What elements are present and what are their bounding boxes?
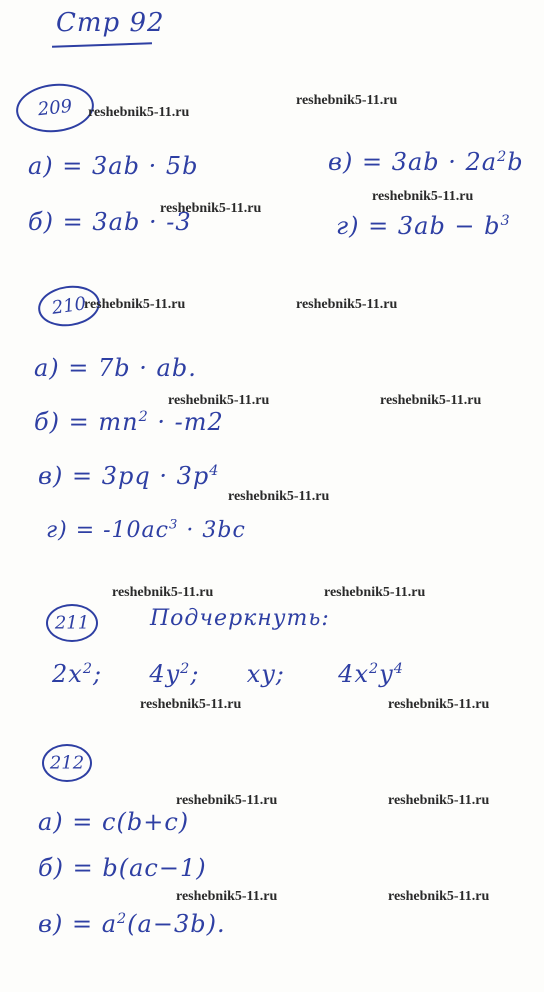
exercise-211-number: 211 xyxy=(46,604,98,642)
ex209-answer-a: а) = 3ab · 5b xyxy=(28,152,199,180)
ex212-answer-v: $в) = a^2(a-3b)$. xyxy=(38,910,226,938)
ex210-answer-b: $б) = mn^2 \cdot -m2$ xyxy=(34,408,224,436)
watermark: reshebnik5-11.ru xyxy=(140,697,242,712)
ex211-heading: Подчеркнуть: xyxy=(150,606,330,631)
ex210-answer-a: а) = 7b · ab. xyxy=(34,354,197,382)
exercise-210-number: 210 xyxy=(36,282,103,330)
exercise-209-number: 209 xyxy=(14,80,97,136)
watermark: reshebnik5-11.ru xyxy=(168,393,270,408)
watermark: reshebnik5-11.ru xyxy=(84,297,186,312)
watermark: reshebnik5-11.ru xyxy=(176,793,278,808)
exercise-212-number: 212 xyxy=(42,744,92,782)
watermark: reshebnik5-11.ru xyxy=(88,105,190,120)
watermark: reshebnik5-11.ru xyxy=(296,297,398,312)
watermark: reshebnik5-11.ru xyxy=(296,93,398,108)
watermark: reshebnik5-11.ru xyxy=(112,585,214,600)
ex211-terms: $2x^2$; $4y^2$; xy; $4x^2y^4$ xyxy=(52,660,404,688)
header-underline xyxy=(52,42,152,47)
watermark: reshebnik5-11.ru xyxy=(372,189,474,204)
watermark: reshebnik5-11.ru xyxy=(388,697,490,712)
page-header: Стр 92 xyxy=(56,8,165,38)
ex212-answer-a: а) = c(b+c) xyxy=(38,808,190,836)
ex210-answer-g: $г) = -10ac^3 \cdot 3bc$ xyxy=(46,517,246,543)
ex209-answer-b: б) = 3ab · -3 xyxy=(28,208,192,236)
watermark: reshebnik5-11.ru xyxy=(228,489,330,504)
watermark: reshebnik5-11.ru xyxy=(160,201,262,216)
watermark: reshebnik5-11.ru xyxy=(176,889,278,904)
watermark: reshebnik5-11.ru xyxy=(380,393,482,408)
ex209-answer-g: $г) = 3ab - b^3$ xyxy=(336,212,511,240)
watermark: reshebnik5-11.ru xyxy=(324,585,426,600)
ex212-answer-b: б) = b(ac−1) xyxy=(38,854,207,882)
watermark: reshebnik5-11.ru xyxy=(388,889,490,904)
ex209-answer-v: $в) = 3ab \cdot 2a^2b$ xyxy=(328,148,524,176)
ex210-answer-v: $в) = 3pq \cdot 3p^4$ xyxy=(38,462,220,490)
watermark: reshebnik5-11.ru xyxy=(388,793,490,808)
